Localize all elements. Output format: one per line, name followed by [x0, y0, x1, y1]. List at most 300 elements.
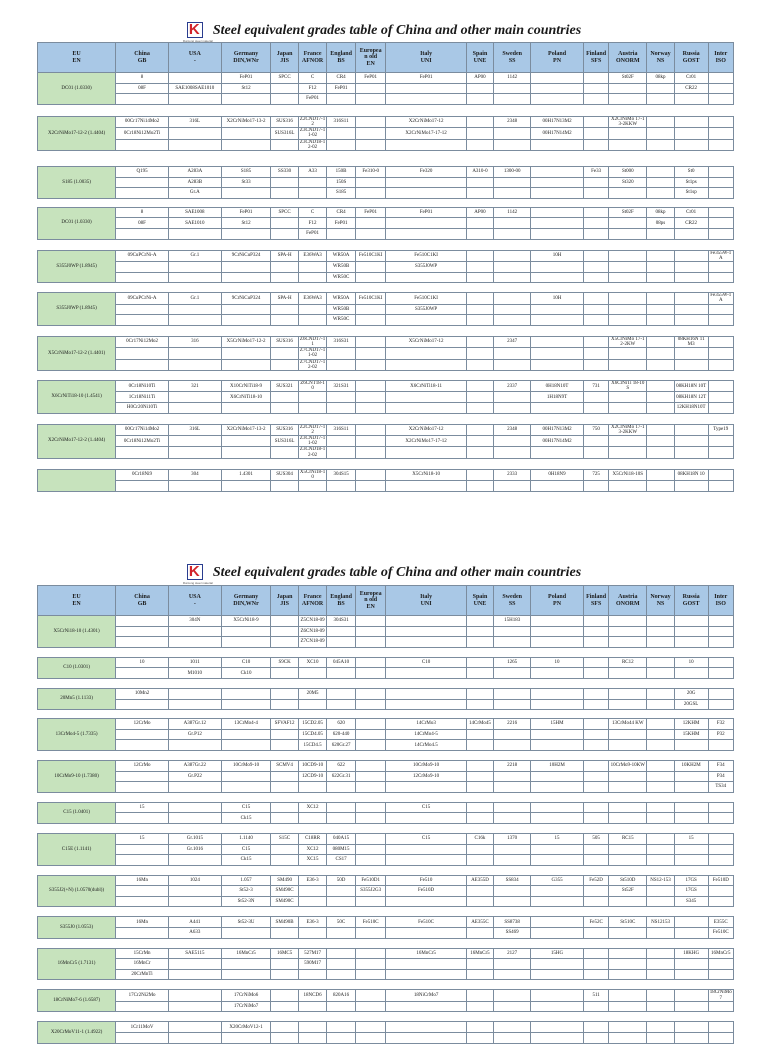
grade-cell: P32 [708, 729, 733, 740]
grade-cell [221, 228, 271, 239]
grade-cell [647, 616, 674, 627]
grade-cell: 15 [531, 833, 584, 844]
spacer-cell [38, 370, 734, 380]
grade-cell [355, 969, 386, 980]
grade-cell [708, 833, 733, 844]
grade-cell: 14CrMo4.5 [386, 740, 466, 751]
grade-cell: X2CrNiMo 17-13-2KKW [609, 116, 647, 127]
grade-cell [647, 1001, 674, 1012]
grade-cell [221, 128, 271, 139]
grade-cell [168, 392, 221, 403]
grade-cell [647, 637, 674, 648]
grade-cell: Fe510C1KI [386, 293, 466, 304]
grade-cell: St02F [609, 73, 647, 84]
column-header: Spain UNE [466, 43, 493, 73]
grade-cell [271, 771, 298, 782]
grade-row [38, 771, 734, 782]
grade-cell: C16k [466, 833, 493, 844]
grade-cell [708, 402, 733, 413]
grade-cell [271, 83, 298, 94]
grade-cell: 20GSL [674, 699, 708, 710]
grade-cell: FeP01 [298, 228, 327, 239]
grade-cell [355, 948, 386, 959]
grade-cell [355, 626, 386, 637]
grade-cell [386, 626, 466, 637]
grade-cell: Fe510C1KI [355, 250, 386, 261]
grade-cell: 1300-00 [494, 167, 531, 178]
grade-cell: 13CrMo44 KW [609, 719, 647, 730]
column-header: Norway NS [647, 586, 674, 616]
grade-cell [327, 128, 356, 139]
grade-cell [647, 969, 674, 980]
grade-cell: X2CrNiMo17-12 [386, 424, 466, 435]
grade-cell: 16MnCr5 [386, 948, 466, 959]
grade-cell: Fe510C1KI [386, 250, 466, 261]
grade-cell: X10CrNiTi18-9 [221, 380, 271, 391]
spacer-cell [38, 678, 734, 688]
grade-cell: 18KHG [674, 948, 708, 959]
grade-cell [355, 481, 386, 492]
spacer-cell [38, 907, 734, 917]
grade-cell [647, 760, 674, 771]
grade-cell [583, 128, 608, 139]
grade-cell: F12 [298, 83, 327, 94]
grade-cell [708, 435, 733, 446]
grade-cell: 590M17 [298, 959, 327, 970]
grade-cell: FeP01 [386, 207, 466, 218]
grade-cell: A283A [168, 167, 221, 178]
grade-cell [708, 699, 733, 710]
grade-cell [355, 359, 386, 370]
grade-cell [355, 402, 386, 413]
grade-cell: SFVAF12 [271, 719, 298, 730]
grade-cell [494, 218, 531, 229]
grade-cell [466, 139, 493, 150]
grade-cell [466, 802, 493, 813]
grade-cell: FeP01 [221, 73, 271, 84]
grade-row [38, 359, 734, 370]
grade-cell [221, 304, 271, 315]
grade-cell [271, 228, 298, 239]
grade-cell: FeP01 [355, 73, 386, 84]
grade-cell [583, 447, 608, 458]
grade-row [38, 392, 734, 403]
grade-cell: Z3CND18-12-02 [299, 139, 326, 150]
grade-cell [531, 139, 584, 150]
grade-cell [327, 435, 356, 446]
grade-cell [708, 188, 733, 199]
grade-cell [531, 304, 584, 315]
grade-cell [355, 740, 386, 751]
grade-cell [221, 969, 271, 980]
grade-cell: 0Cr18Ni12Mo2Ti [116, 128, 169, 139]
grade-cell [531, 668, 584, 679]
grade-cell [647, 813, 674, 824]
grade-cell [298, 699, 327, 710]
grade-cell [531, 626, 584, 637]
grade-cell: 304 [168, 469, 221, 480]
grade-cell: 2127 [494, 948, 531, 959]
grade-cell [647, 83, 674, 94]
grade-cell: 1142 [494, 73, 531, 84]
grade-cell [583, 668, 608, 679]
grade-cell [531, 207, 584, 218]
grade-cell [466, 315, 493, 326]
grade-cell: 2337 [494, 380, 531, 391]
grade-cell [609, 304, 647, 315]
grade-cell: A633 [168, 928, 221, 939]
grade-cell [674, 771, 708, 782]
grade-cell: 00H17N14M2 [531, 435, 584, 446]
group-spacer [38, 823, 734, 833]
grade-cell: 08KH18N 10T [674, 380, 708, 391]
grade-row [38, 94, 734, 105]
grade-cell [531, 73, 584, 84]
grade-cell: 0Cr18Ni9 [116, 469, 169, 480]
grade-cell [271, 688, 298, 699]
grade-cell [494, 969, 531, 980]
grade-cell [327, 637, 356, 648]
grade-cell [386, 348, 466, 359]
grade-cell [355, 435, 386, 446]
grade-cell [708, 668, 733, 679]
grade-cell: 14CrMo45 [466, 719, 493, 730]
grade-cell [221, 626, 271, 637]
column-header: EU EN [38, 586, 116, 616]
grade-cell: SS330 [271, 167, 298, 178]
grade-cell: Cr01 [674, 73, 708, 84]
grade-cell: 00Cr17Ni14Mo2 [116, 116, 169, 127]
grade-cell [271, 1001, 298, 1012]
group-spacer [38, 750, 734, 760]
grade-cell: 10KH2M [674, 760, 708, 771]
grade-cell: SAE1008SAE1010 [168, 83, 221, 94]
grade-cell: SAE1010 [168, 218, 221, 229]
grade-cell [466, 657, 493, 668]
grade-cell [583, 315, 608, 326]
grade-cell: 12CrMo9-10 [386, 771, 466, 782]
grade-cell [647, 336, 674, 347]
eu-grade-cell: X6CrNiTi18-10 (1.4541) [38, 380, 116, 413]
grade-cell [494, 435, 531, 446]
grade-cell: P34 [708, 771, 733, 782]
grade-cell: 17GS [674, 875, 708, 886]
grade-cell [531, 218, 584, 229]
grade-cell [531, 167, 584, 178]
grade-cell [355, 1033, 386, 1044]
grade-cell [708, 896, 733, 907]
grade-cell: C [298, 73, 327, 84]
spacer-cell [38, 710, 734, 719]
grade-cell [298, 177, 327, 188]
grade-cell [531, 637, 584, 648]
grade-cell: S9CK [271, 657, 298, 668]
grade-cell [494, 392, 531, 403]
grade-cell [355, 699, 386, 710]
grade-cell [708, 207, 733, 218]
grade-cell [609, 348, 647, 359]
column-header: France AFNOR [298, 43, 327, 73]
grade-cell: E36WA3 [298, 250, 327, 261]
grade-cell [609, 228, 647, 239]
grade-cell: Gr.P12 [168, 729, 221, 740]
grade-cell [609, 447, 647, 458]
column-header: Japan JIS [271, 586, 298, 616]
grade-cell [355, 782, 386, 793]
grade-cell [221, 359, 271, 370]
grade-cell: H0Cr20Ni10Ti [116, 402, 169, 413]
grade-cell [708, 886, 733, 897]
grade-cell [674, 740, 708, 751]
grade-cell: 15CD4.5 [298, 740, 327, 751]
grade-cell [466, 855, 493, 866]
grade-cell: 14CrMo3 [386, 719, 466, 730]
grade-cell: E36WA3 [298, 293, 327, 304]
grade-cell [327, 359, 356, 370]
grade-cell [355, 315, 386, 326]
grade-cell [355, 657, 386, 668]
grade-cell [647, 802, 674, 813]
group-spacer [38, 1012, 734, 1022]
grade-cell: X5CrNi18-10 [299, 469, 326, 480]
grade-cell [221, 272, 271, 283]
grade-cell: SM490C [271, 896, 298, 907]
grade-cell: St02F [609, 207, 647, 218]
grade-cell: Gr.P22 [168, 771, 221, 782]
grade-cell [221, 139, 271, 150]
grade-cell [386, 959, 466, 970]
grade-cell: WR50C [327, 272, 356, 283]
grade-cell [327, 782, 356, 793]
grade-cell: 316L [168, 116, 221, 127]
grade-cell [494, 348, 531, 359]
grade-cell [355, 833, 386, 844]
grade-cell [647, 177, 674, 188]
eu-grade-cell: X20CrMoV11-1 (1.4922) [38, 1022, 116, 1043]
grade-cell [466, 304, 493, 315]
grade-cell [466, 188, 493, 199]
grade-cell [531, 359, 584, 370]
grade-cell: 16MnCr [116, 959, 169, 970]
grade-cell: X2CrNiMo17-12 [386, 116, 466, 127]
grade-cell [271, 272, 298, 283]
column-header: England BS [327, 43, 356, 73]
grade-cell [271, 668, 298, 679]
grade-cell [327, 94, 356, 105]
grade-cell [674, 293, 708, 304]
grade-row [38, 435, 734, 446]
grade-cell [708, 616, 733, 627]
grade-cell [583, 928, 608, 939]
eu-grade-cell: S355J2(+N) (1.0570(dubl)) [38, 875, 116, 907]
grade-cell: Z2CND17-12 [299, 424, 326, 435]
grade-cell [466, 336, 493, 347]
grade-cell [494, 813, 531, 824]
grade-cell [531, 616, 584, 627]
grade-cell [466, 688, 493, 699]
grade-cell: St510C [609, 917, 647, 928]
column-header: Inter ISO [708, 586, 733, 616]
grade-cell: 304N [168, 616, 221, 627]
grade-cell [386, 699, 466, 710]
grade-cell: 620-440 [327, 729, 356, 740]
eu-grade-cell: C15E (1.1141) [38, 833, 116, 865]
grade-row [38, 207, 734, 218]
grade-cell [466, 740, 493, 751]
grade-cell [466, 424, 493, 435]
grade-cell [708, 94, 733, 105]
grade-cell [583, 304, 608, 315]
spacer-cell [38, 865, 734, 875]
grade-cell [647, 771, 674, 782]
grade-cell [609, 83, 647, 94]
grade-cell [583, 771, 608, 782]
column-header: England BS [327, 586, 356, 616]
grade-cell: 10CD9-10 [298, 760, 327, 771]
grade-cell [221, 94, 271, 105]
grade-cell [298, 1033, 327, 1044]
grade-cell: 1.057 [221, 875, 271, 886]
grade-cell [221, 402, 271, 413]
grade-cell [583, 657, 608, 668]
grade-row [38, 699, 734, 710]
grade-cell [327, 228, 356, 239]
grade-cell [116, 771, 169, 782]
grade-cell [647, 699, 674, 710]
grade-cell [168, 139, 221, 150]
grade-cell: 15CrMn [116, 948, 169, 959]
grade-cell: NS12153 [647, 917, 674, 928]
grade-cell [494, 293, 531, 304]
grade-cell [609, 392, 647, 403]
grade-cell: SPCC [271, 207, 298, 218]
grades-table-2 [37, 585, 734, 1044]
eu-grade-cell: 13CrMo4-5 (1.7335) [38, 719, 116, 751]
grade-cell [466, 435, 493, 446]
grade-cell [583, 616, 608, 627]
grade-cell [583, 272, 608, 283]
grade-row [38, 719, 734, 730]
grade-cell: F32 [708, 719, 733, 730]
column-header: China GB [116, 586, 169, 616]
grade-row [38, 688, 734, 699]
grade-cell: S185 [221, 167, 271, 178]
grade-cell: SS469 [494, 928, 531, 939]
grade-cell: 12CD9-10 [298, 771, 327, 782]
grade-cell [116, 740, 169, 751]
grade-cell [327, 402, 356, 413]
grade-cell [466, 969, 493, 980]
column-header: USA - [168, 43, 221, 73]
grade-cell [116, 616, 169, 627]
grade-cell [531, 272, 584, 283]
grade-cell [708, 116, 733, 127]
grade-cell [327, 969, 356, 980]
grade-cell: F34 [708, 760, 733, 771]
grade-cell [221, 729, 271, 740]
grade-cell [708, 813, 733, 824]
grade-cell [708, 73, 733, 84]
grade-cell: 321 [168, 380, 221, 391]
grade-cell [674, 668, 708, 679]
grade-cell: 622Gr.31 [327, 771, 356, 782]
grade-cell: 14CrMo4-5 [386, 729, 466, 740]
grade-cell [647, 94, 674, 105]
grade-cell [386, 855, 466, 866]
grade-cell [271, 261, 298, 272]
grade-cell: 10 [116, 657, 169, 668]
grade-cell [298, 272, 327, 283]
grade-cell [674, 250, 708, 261]
grade-cell [386, 177, 466, 188]
grade-row [38, 917, 734, 928]
grade-cell [386, 896, 466, 907]
grade-cell: SUS316L [271, 128, 298, 139]
company-logo: K Runtong steel material [182, 563, 213, 585]
grade-cell [674, 637, 708, 648]
grade-cell: 10 [674, 657, 708, 668]
grade-cell: 316S11 [327, 424, 356, 435]
grade-cell [674, 424, 708, 435]
grade-cell [168, 128, 221, 139]
grade-cell [355, 616, 386, 627]
column-header: Norway NS [647, 43, 674, 73]
grade-cell [298, 886, 327, 897]
grade-cell: SM490B [271, 917, 298, 928]
grade-cell [116, 261, 169, 272]
grade-cell: St12 [221, 83, 271, 94]
grade-cell: A441 [168, 917, 221, 928]
grade-cell [583, 855, 608, 866]
grade-cell: 10CrMo9-10 [386, 760, 466, 771]
grade-cell [221, 481, 271, 492]
grade-cell: AP00 [466, 207, 493, 218]
grade-cell: Fe320 [386, 167, 466, 178]
grade-cell: S355J2G3 [355, 886, 386, 897]
grade-cell [647, 833, 674, 844]
grade-cell [168, 304, 221, 315]
grade-cell: 2218 [494, 760, 531, 771]
grade-cell [583, 139, 608, 150]
group-spacer [38, 151, 734, 167]
grade-cell [494, 228, 531, 239]
grade-cell: 50C [327, 917, 356, 928]
grade-cell [466, 896, 493, 907]
grade-cell [583, 188, 608, 199]
group-spacer [38, 710, 734, 719]
grade-cell [583, 402, 608, 413]
grade-cell [583, 959, 608, 970]
grade-cell: C [298, 207, 327, 218]
grade-cell: 16MnCr5 [466, 948, 493, 959]
grade-cell: SCMV4 [271, 760, 298, 771]
grade-cell [583, 250, 608, 261]
grade-cell: 12CrMo [116, 760, 169, 771]
grade-cell [531, 228, 584, 239]
grade-cell [647, 435, 674, 446]
grade-cell: 1H18N9T [531, 392, 584, 403]
grade-cell: FeP01 [327, 83, 356, 94]
grade-cell [466, 348, 493, 359]
grade-cell [386, 218, 466, 229]
grade-cell [494, 855, 531, 866]
grade-cell: 16Mn [116, 917, 169, 928]
column-header: Japan JIS [271, 43, 298, 73]
grade-cell [708, 359, 733, 370]
grade-cell [708, 959, 733, 970]
grade-cell [271, 813, 298, 824]
grade-cell [116, 94, 169, 105]
